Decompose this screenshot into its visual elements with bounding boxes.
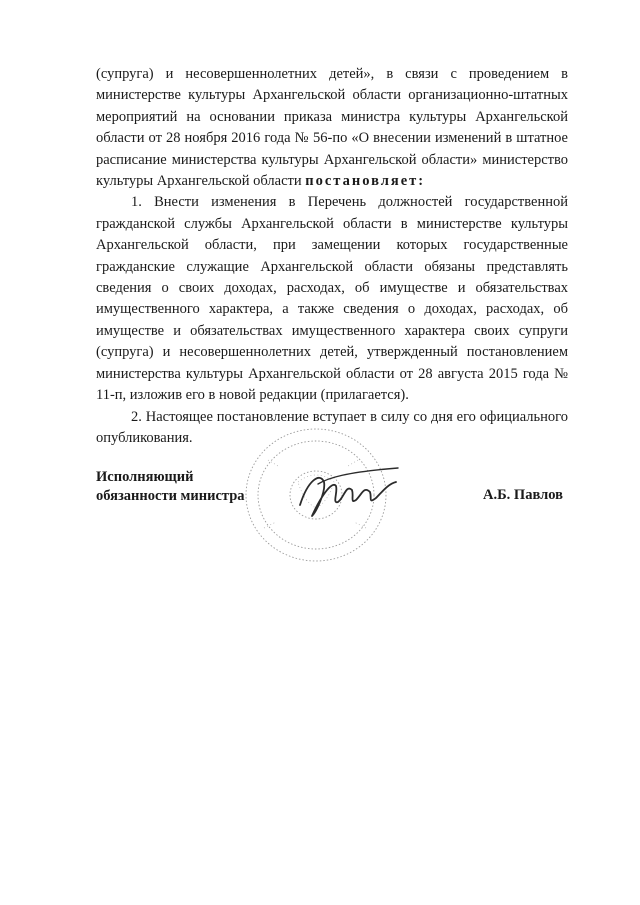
official-seal-stamp xyxy=(228,420,418,570)
signatory-title-line-2: обязанности министра xyxy=(96,488,245,504)
paragraph-intro-text: (супруга) и несовершеннолетних детей», в связи с проведением в министерстве культуры Архангельской области организационно-штатных мероприятий на основании приказа министра культуры Архангельской области от 28 ноября 2016 года № 56-по «О внесении изменений в штатное расписание министерства культуры Архангельской области» министерство культуры Архангельской области xyxy=(96,66,568,190)
paragraph-item-2: 2. Настоящее постановление вступает в силу со дня его официального опубликования. xyxy=(96,408,568,446)
paragraph-intro xyxy=(96,64,568,192)
decree-word: постановляет: xyxy=(305,173,426,190)
document-body xyxy=(96,64,568,449)
signatory-name: А.Б. Павлов xyxy=(483,487,563,503)
signatory-title-line-1: Исполняющий xyxy=(96,469,194,485)
signatory-title xyxy=(96,468,245,506)
handwritten-signature xyxy=(300,478,396,516)
paragraph-item-1: 1. Внести изменения в Перечень должностей государственной гражданской службы Архангельской области в министерстве культуры Архангельской области, при замещении которых государственные гражданские служащие Архангельской области обязаны представлять сведения о своих доходах, расходах, об имуществе и обязательствах имущественного характера, а также сведения о доходах, расходах, об имуществе и обязательствах имущественного характера своих супруги (супруга) и несовершеннолетних детей, утвержденный постановлением министерства культуры Архангельской области от 28 августа 2015 года № 11-п, изложив его в новой редакции (прилагается). xyxy=(96,194,568,404)
